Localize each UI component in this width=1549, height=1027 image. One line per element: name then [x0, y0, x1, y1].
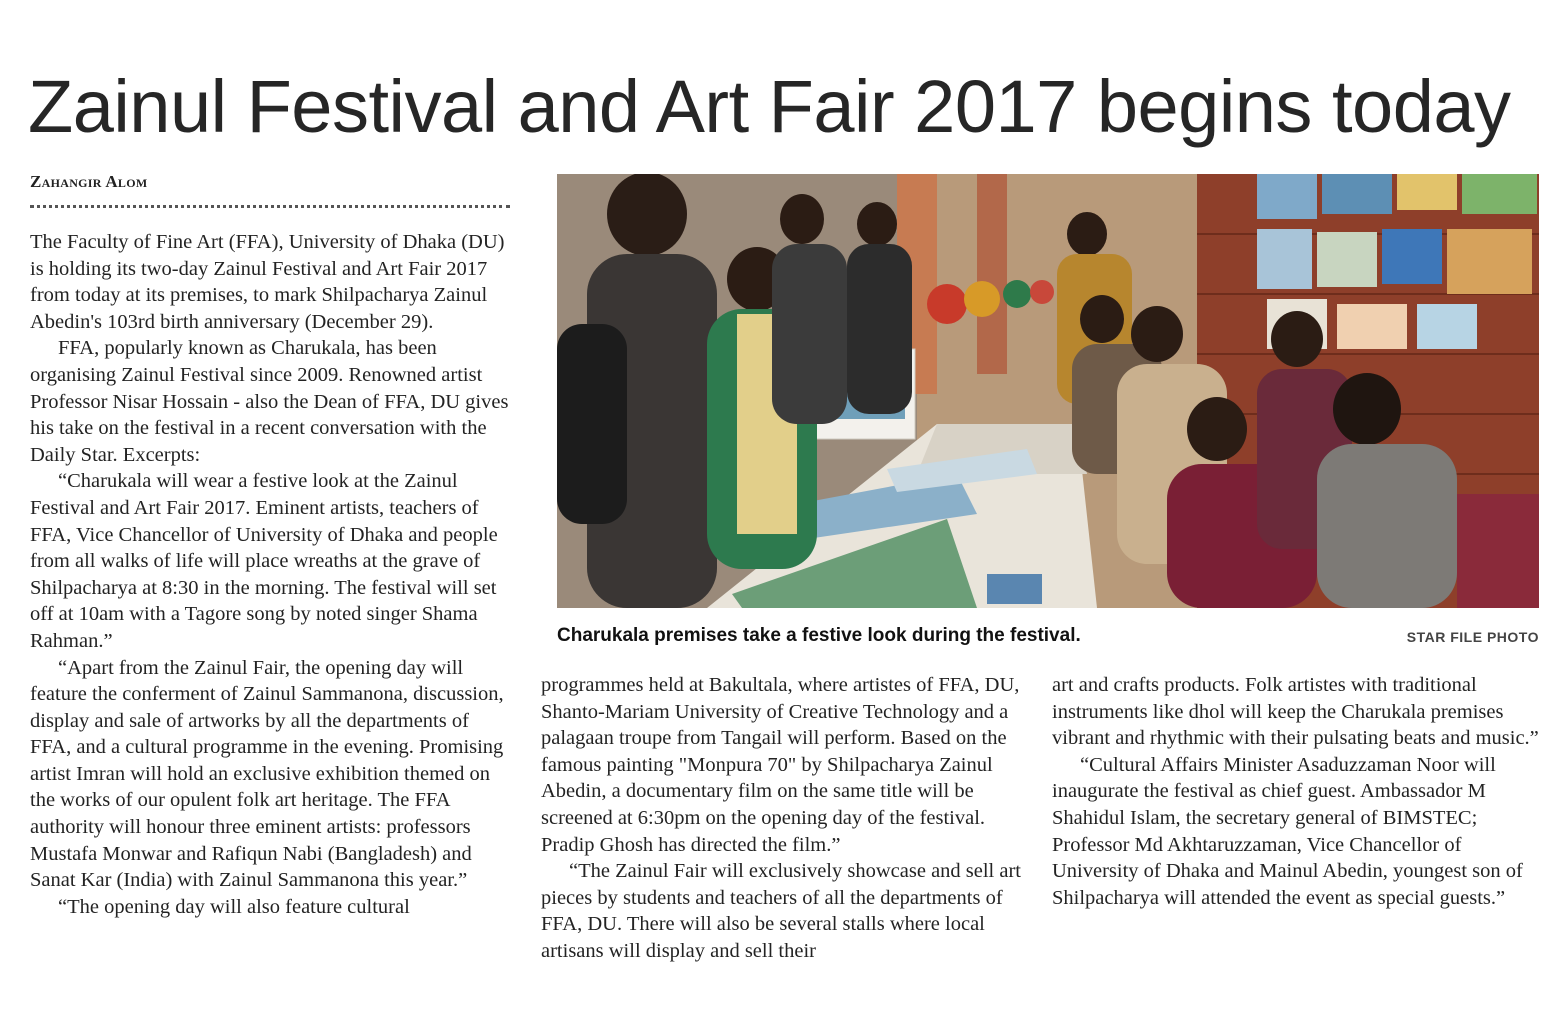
byline: Zahangir Alom — [30, 172, 148, 191]
article-column-3 — [1052, 672, 1542, 911]
paragraph: art and crafts products. Folk artistes with traditional instruments like dhol will keep the Charukala premises vibrant and rhythmic with their pulsating beats and music.” — [1052, 674, 1539, 750]
paragraph: The Faculty of Fine Art (FFA), University of Dhaka (DU) is holding its two-day Zainul Festival and Art Fair 2017 from today at its premises, to mark Shilpacharya Zainul Abedin's 103rd birth anniversary (December 29). — [30, 231, 505, 333]
photo-credit: STAR FILE PHOTO — [1406, 629, 1539, 645]
photo-caption: Charukala premises take a festive look during the festival. — [557, 625, 1081, 646]
paragraph: “Apart from the Zainul Fair, the opening day will feature the conferment of Zainul Sammanona, discussion, display and sale of artworks by all the departments of FFA, and a cultural programme in the evening. Promising artist Imran will hold an exclusive exhibition themed on the works of our opulent folk art heritage. The FFA authority will honour three eminent artists: professors Mustafa Monwar and Rafiqun Nabi (Bangladesh) and Sanat Kar (India) with Zainul Sammanona this year.” — [30, 656, 504, 892]
byline-divider — [30, 205, 510, 208]
headline: Zainul Festival and Art Fair 2017 begins today — [28, 65, 1511, 148]
paragraph: programmes held at Bakultala, where artistes of FFA, DU, Shanto-Mariam University of Creative Technology and a palagaan troupe from Tangail will perform. Based on the famous painting "Monpura 70" by Shilpacharya Zainul Abedin, a documentary film on the same title will be screened at 6:30pm on the opening day of the festival. Pradip Ghosh has directed the film.” — [541, 674, 1020, 856]
paragraph: “Cultural Affairs Minister Asaduzzaman Noor will inaugurate the festival as chief guest. Ambassador M Shahidul Islam, the secretary general of BIMSTEC; Professor Md Akhtaruzzaman, Vice Chancellor of University of Dhaka and Mainul Abedin, youngest son of Shilpacharya will attended the event as special guests.” — [1052, 753, 1523, 909]
festival-photo — [557, 174, 1539, 608]
article-column-1 — [30, 229, 515, 920]
paragraph: “The opening day will also feature cultural — [58, 895, 410, 918]
paragraph: FFA, popularly known as Charukala, has been organising Zainul Festival since 2009. Renowned artist Professor Nisar Hossain - also the Dean of FFA, DU gives his take on the festival in a recent conversation with the Daily Star. Excerpts: — [30, 337, 509, 466]
festival-photo-illustration — [557, 174, 1539, 608]
article-column-2 — [541, 672, 1031, 965]
paragraph: “Charukala will wear a festive look at the Zainul Festival and Art Fair 2017. Eminent artists, teachers of FFA, Vice Chancellor of University of Dhaka and people from all walks of life will place wreaths at the grave of Shilpacharya at 8:30 in the morning. The festival will set off at 10am with a Tagore song by noted singer Shama Rahman.” — [30, 470, 498, 652]
paragraph: “The Zainul Fair will exclusively showcase and sell art pieces by students and teachers of all the departments of FFA, DU. There will also be several stalls where local artisans will display and sell their — [541, 860, 1022, 962]
